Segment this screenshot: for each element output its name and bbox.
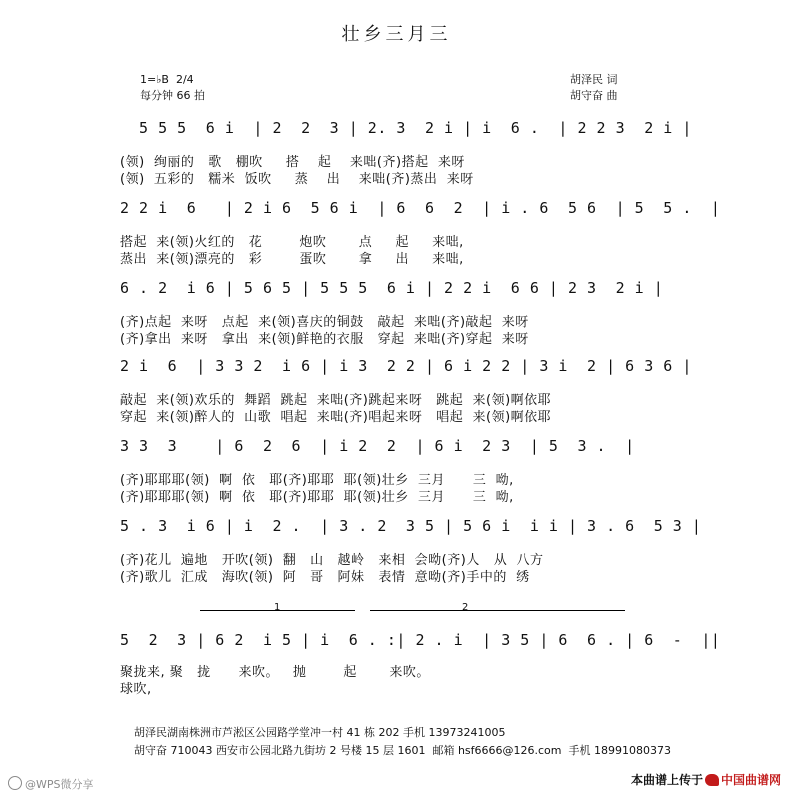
notation-line: 5 . 3 i 6 | i 2 . | 3 . 2 3 5 | 5 6 i i i | 3 . 6 5 3 |	[120, 517, 702, 535]
notation-line: 5 2 3 | 6 2 i 5 | i 6 . :| 2 . i | 3 5 | 6 6 . | 6 - ||	[120, 631, 721, 649]
score-system-2	[120, 194, 721, 268]
score-system-3	[120, 274, 664, 348]
site-name: 中国曲谱网	[720, 773, 781, 787]
second-ending-number: 2	[462, 602, 469, 613]
lyric-verse-2: (齐)耶耶耶(领) 啊 依 耶(齐)耶耶 耶(领)壮乡 三月 三 呦,	[120, 490, 514, 505]
flower-logo-icon	[705, 774, 719, 786]
wps-watermark-text: @WPS微分享	[25, 778, 94, 791]
wps-cloud-icon	[8, 776, 22, 790]
score-title: 壮乡三月三	[341, 24, 452, 45]
score-system-1	[120, 114, 692, 188]
lyric-verse-1: (齐)花儿 遍地 开吹(领) 翻 山 越岭 来相 会呦(齐)人 从 八方	[120, 553, 544, 568]
score-system-7	[120, 626, 721, 698]
lyric-verse-1: 搭起 来(领)火红的 花 炮吹 点 起 来咄,	[120, 235, 464, 250]
key-time-signature: 1=♭B 2/4	[140, 73, 194, 86]
lyric-verse-2: 穿起 来(领)醉人的 山歌 唱起 来咄(齐)唱起来呀 唱起 来(领)啊依耶	[120, 410, 552, 425]
lyric-verse-1: (领) 绚丽的 歌 棚吹 搭 起 来咄(齐)搭起 来呀	[120, 155, 465, 170]
composer-credit: 胡守奋 曲	[570, 89, 618, 102]
notation-line: 5 5 5 6 i | 2 2 3 | 2. 3 2 i | i 6 . | 2 2 3 2 i |	[120, 119, 692, 137]
lyricist-contact: 胡泽民湖南株洲市芦淞区公园路学堂冲一村 41 栋 202 手机 13973241005	[134, 726, 506, 739]
score-system-6	[120, 512, 702, 586]
score-system-5	[120, 432, 660, 506]
score-system-4	[120, 352, 692, 426]
lyric-verse-2: 蒸出 来(领)漂亮的 彩 蛋吹 拿 出 来咄,	[120, 252, 464, 267]
lyric-verse-1: (齐)耶耶耶(领) 啊 依 耶(齐)耶耶 耶(领)壮乡 三月 三 呦,	[120, 473, 514, 488]
notation-line: 2 2 i 6 | 2 i 6 5 6 i | 6 6 2 | i . 6 5 6 | 5 5 . |	[120, 199, 721, 217]
lyric-verse-1: 敲起 来(领)欢乐的 舞蹈 跳起 来咄(齐)跳起来呀 跳起 来(领)啊依耶	[120, 393, 552, 408]
first-ending-number: 1	[274, 602, 281, 613]
lyric-verse-2: (领) 五彩的 糯米 饭吹 蒸 出 来咄(齐)蒸出 来呀	[120, 172, 474, 187]
lyric-verse-2: 球吹,	[120, 682, 152, 697]
lyricist-credit: 胡泽民 词	[570, 73, 618, 86]
lyric-verse-2: (齐)拿出 来呀 拿出 来(领)鲜艳的衣服 穿起 来咄(齐)穿起 来呀	[120, 332, 529, 347]
notation-line: 2 i 6 | 3 3 2 i 6 | i 3 2 2 | 6 i 2 2 | 3 i 2 | 6 3 6 |	[120, 357, 692, 375]
notation-line: 6 . 2 i 6 | 5 6 5 | 5 5 5 6 i | 2 2 i 6 6 | 2 3 2 i |	[120, 279, 664, 297]
composer-contact: 胡守奋 710043 西安市公园北路九街坊 2 号楼 15 层 1601 邮箱 hsf6666@126.com 手机 18991080373	[134, 744, 671, 757]
lyric-verse-1: (齐)点起 来呀 点起 来(领)喜庆的铜鼓 敲起 来咄(齐)敲起 来呀	[120, 315, 529, 330]
upload-source-banner	[631, 771, 781, 788]
second-ending-bracket	[370, 610, 625, 611]
lyric-verse-2: (齐)歌儿 汇成 海吹(领) 阿 哥 阿妹 表情 意呦(齐)手中的 绣	[120, 570, 530, 585]
wps-watermark	[8, 776, 94, 792]
lyric-verse-1: 聚拢来, 聚 拢 来吹。 抛 起 来吹。	[120, 665, 430, 680]
notation-line: 3 3 3 | 6 2 6 | i 2 2 | 6 i 2 3 | 5 3 . |	[120, 437, 635, 455]
tempo-marking: 每分钟 66 拍	[140, 89, 205, 102]
upload-text: 本曲谱上传于	[630, 773, 703, 787]
